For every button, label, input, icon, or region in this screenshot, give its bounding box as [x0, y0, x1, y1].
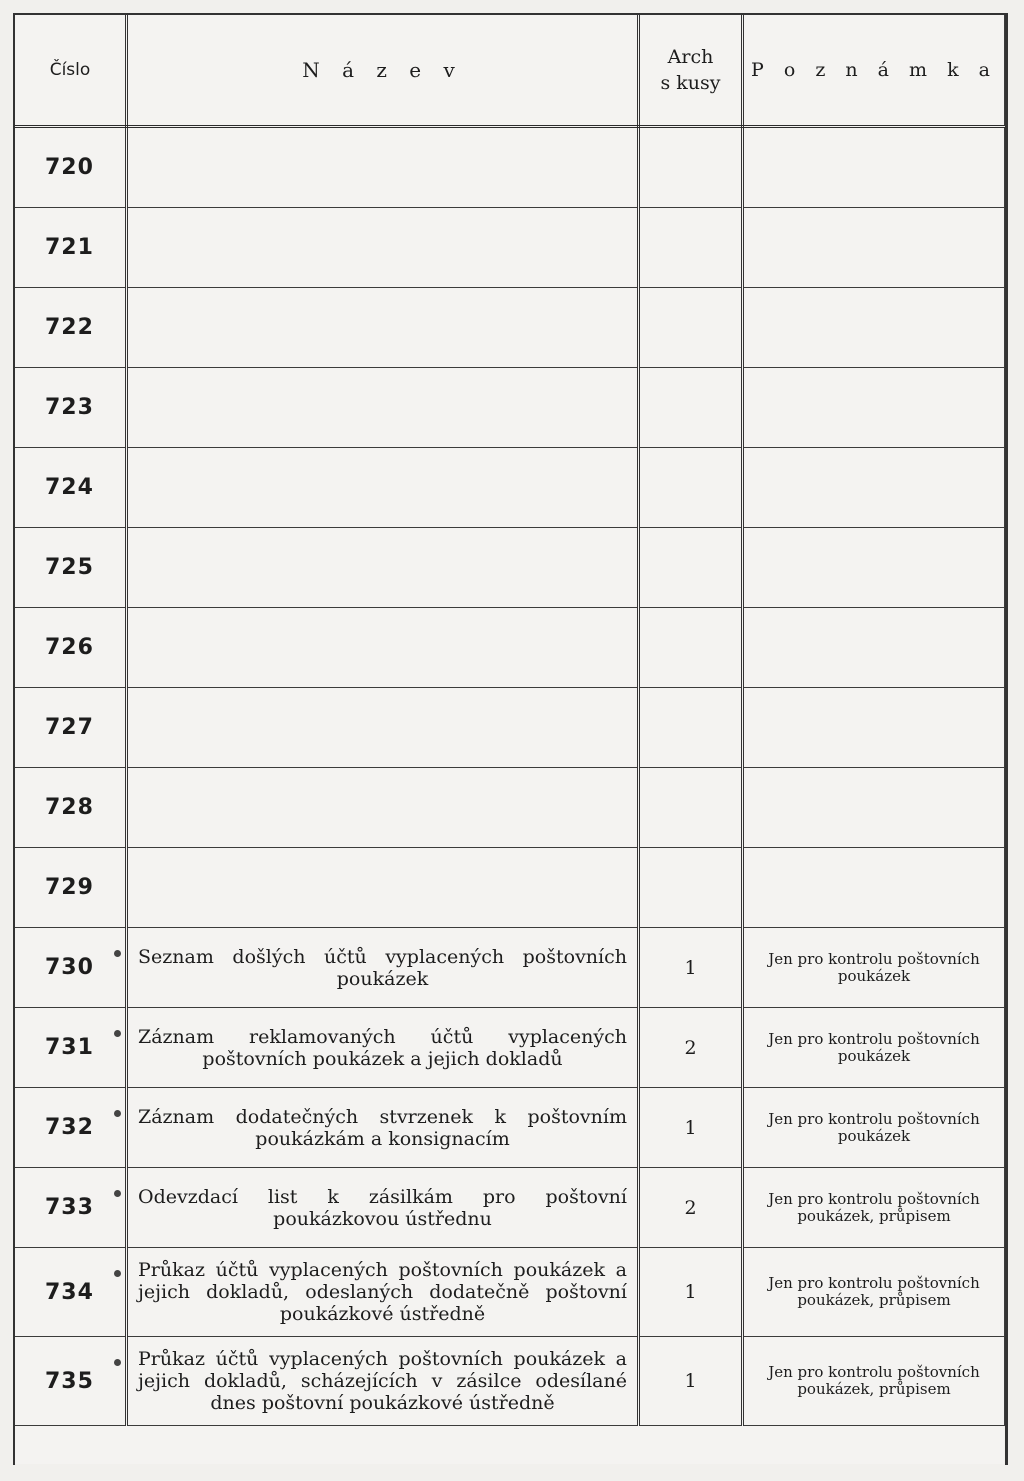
row-note [743, 688, 1005, 768]
row-number [15, 608, 127, 688]
bullet-mark-icon [114, 1270, 121, 1277]
row-number-text: 721 [45, 235, 94, 260]
header-name: N á z e v [127, 15, 639, 127]
row-number [15, 127, 127, 208]
row-name [127, 368, 639, 448]
table-row [15, 368, 1005, 448]
row-sheet-count [639, 768, 743, 848]
bullet-mark-icon [114, 1030, 121, 1037]
table-row [15, 1008, 1005, 1088]
row-number-text: 733 [45, 1195, 94, 1220]
row-note: Jen pro kontrolu poštovních poukázek [743, 928, 1005, 1008]
row-name: Seznam došlých účtů vyplacených poštovních poukázek [127, 928, 639, 1008]
row-name [127, 288, 639, 368]
header-number: Číslo [15, 15, 127, 127]
row-note [743, 448, 1005, 528]
row-number [15, 1088, 127, 1168]
bullet-mark-icon [114, 1359, 121, 1366]
row-note: Jen pro kontrolu poštovních poukázek, průpisem [743, 1337, 1005, 1426]
row-number-text: 728 [45, 795, 94, 820]
row-number [15, 208, 127, 288]
row-number [15, 288, 127, 368]
row-name [127, 448, 639, 528]
table-row [15, 928, 1005, 1008]
row-note [743, 608, 1005, 688]
table-body [15, 127, 1005, 1426]
row-note: Jen pro kontrolu poštovních poukázek [743, 1088, 1005, 1168]
row-number-text: 722 [45, 315, 94, 340]
row-sheet-count [639, 208, 743, 288]
row-number-text: 735 [45, 1368, 94, 1394]
header-sheet: Arch s kusy [639, 15, 743, 127]
table-row [15, 528, 1005, 608]
row-note [743, 208, 1005, 288]
row-sheet-count [639, 608, 743, 688]
row-name [127, 688, 639, 768]
row-sheet-count [639, 127, 743, 208]
row-number-text: 727 [45, 715, 94, 740]
row-number [15, 848, 127, 928]
row-note [743, 288, 1005, 368]
bullet-mark-icon [114, 1110, 121, 1117]
table-row [15, 1248, 1005, 1337]
row-sheet-count: 2 [639, 1168, 743, 1248]
row-number [15, 768, 127, 848]
bullet-mark-icon [114, 1190, 121, 1197]
row-name: Průkaz účtů vyplacených poštovních poukázek a jejich dokladů, scházejících v zásilce odesílané dnes poštovní poukázkové ústředně [127, 1337, 639, 1426]
row-sheet-count [639, 848, 743, 928]
row-number [15, 1008, 127, 1088]
row-sheet-count: 1 [639, 1337, 743, 1426]
table-row [15, 1088, 1005, 1168]
row-name: Průkaz účtů vyplacených poštovních poukázek a jejich dokladů, odeslaných dodatečně poštovní poukázkové ústředně [127, 1248, 639, 1337]
row-sheet-count: 2 [639, 1008, 743, 1088]
row-name [127, 208, 639, 288]
row-sheet-count [639, 688, 743, 768]
row-sheet-count [639, 528, 743, 608]
header-row [15, 15, 1005, 127]
row-note [743, 127, 1005, 208]
row-name [127, 768, 639, 848]
row-number [15, 448, 127, 528]
row-number [15, 1337, 127, 1426]
row-note [743, 848, 1005, 928]
row-note [743, 528, 1005, 608]
table-row [15, 288, 1005, 368]
row-name: Záznam dodatečných stvrzenek k poštovním poukázkám a konsignacím [127, 1088, 639, 1168]
table-row [15, 1337, 1005, 1426]
row-name [127, 127, 639, 208]
table-row [15, 1168, 1005, 1248]
row-number-text: 730 [45, 955, 94, 980]
table-row [15, 608, 1005, 688]
row-number [15, 688, 127, 768]
row-sheet-count [639, 288, 743, 368]
row-name [127, 528, 639, 608]
header-note: P o z n á m k a [743, 15, 1005, 127]
row-number-text: 723 [45, 395, 94, 420]
table-row [15, 127, 1005, 208]
row-number [15, 528, 127, 608]
row-name: Záznam reklamovaných účtů vyplacených poštovních poukázek a jejich dokladů [127, 1008, 639, 1088]
row-number-text: 734 [45, 1279, 94, 1305]
row-name [127, 848, 639, 928]
row-number-text: 731 [45, 1035, 94, 1060]
row-sheet-count: 1 [639, 1248, 743, 1337]
table-row [15, 448, 1005, 528]
row-number-text: 732 [45, 1115, 94, 1140]
row-number-text: 720 [45, 155, 94, 180]
row-sheet-count [639, 368, 743, 448]
bullet-mark-icon [114, 950, 121, 957]
row-name: Odevzdací list k zásilkám pro poštovní poukázkovou ústřednu [127, 1168, 639, 1248]
row-note [743, 368, 1005, 448]
row-number [15, 1248, 127, 1337]
row-number [15, 1168, 127, 1248]
table-row [15, 208, 1005, 288]
row-note: Jen pro kontrolu poštovních poukázek [743, 1008, 1005, 1088]
table-row [15, 848, 1005, 928]
row-sheet-count [639, 448, 743, 528]
row-note: Jen pro kontrolu poštovních poukázek, průpisem [743, 1248, 1005, 1337]
row-name [127, 608, 639, 688]
row-number-text: 725 [45, 555, 94, 580]
row-number-text: 724 [45, 475, 94, 500]
row-number-text: 729 [45, 875, 94, 900]
table-row [15, 688, 1005, 768]
forms-table [14, 14, 1005, 1426]
row-number-text: 726 [45, 635, 94, 660]
table-row [15, 768, 1005, 848]
row-number [15, 928, 127, 1008]
row-number [15, 368, 127, 448]
row-note: Jen pro kontrolu poštovních poukázek, průpisem [743, 1168, 1005, 1248]
row-sheet-count: 1 [639, 1088, 743, 1168]
row-note [743, 768, 1005, 848]
row-sheet-count: 1 [639, 928, 743, 1008]
